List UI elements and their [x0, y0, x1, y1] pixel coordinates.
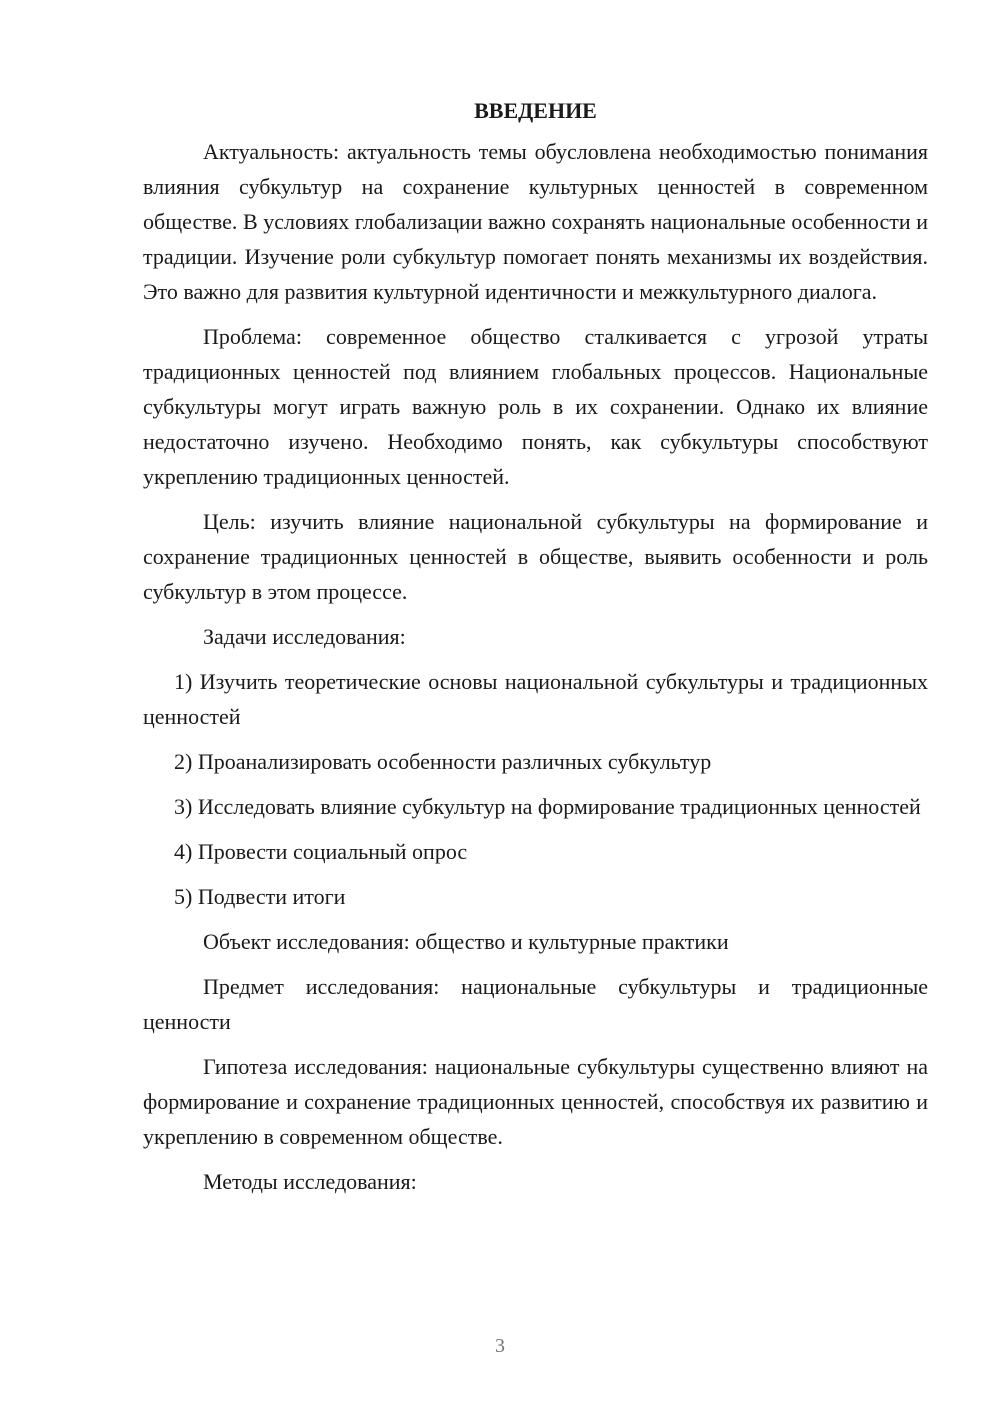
page-content — [143, 96, 928, 1209]
goal-paragraph: Цель: изучить влияние национальной субкультуры на формирование и сохранение традиционных ценностей в обществе, выявить особенности и роль субкультур в этом процессе. — [143, 509, 928, 604]
hypothesis-paragraph: Гипотеза исследования: национальные субкультуры существенно влияют на формирование и сохранение традиционных ценностей, способствуя их развитию и укреплению в современном обществе. — [143, 1054, 928, 1149]
object-paragraph: Объект исследования: общество и культурные практики — [203, 929, 729, 954]
task-item-1: 1) Изучить теоретические основы национальной субкультуры и традиционных ценностей — [143, 669, 928, 729]
subject-paragraph: Предмет исследования: национальные субкультуры и традиционные ценности — [143, 974, 928, 1034]
task-item-3: 3) Исследовать влияние субкультур на формирование традиционных ценностей — [174, 794, 921, 819]
task-item-4: 4) Провести социальный опрос — [174, 839, 468, 864]
task-item-2: 2) Проанализировать особенности различных субкультур — [174, 749, 712, 774]
page-number: 3 — [495, 1335, 505, 1357]
methods-heading: Методы исследования: — [203, 1169, 417, 1194]
tasks-list — [143, 664, 928, 914]
relevance-paragraph: Актуальность: актуальность темы обусловлена необходимостью понимания влияния субкультур на сохранение культурных ценностей в современном обществе. В условиях глобализации важно сохранять национальные особенности и традиции. Изучение роли субкультур помогает понять механизмы их воздействия. Это важно для развития культурной идентичности и межкультурного диалога. — [143, 139, 928, 304]
page-title: ВВЕДЕНИЕ — [474, 98, 597, 123]
task-item-5: 5) Подвести итоги — [174, 884, 346, 909]
tasks-heading: Задачи исследования: — [203, 624, 406, 649]
problem-paragraph: Проблема: современное общество сталкивается с угрозой утраты традиционных ценностей под влиянием глобальных процессов. Национальные субкультуры могут играть важную роль в их сохранении. Однако их влияние недостаточно изучено. Необходимо понять, как субкультуры способствуют укреплению традиционных ценностей. — [143, 324, 928, 489]
